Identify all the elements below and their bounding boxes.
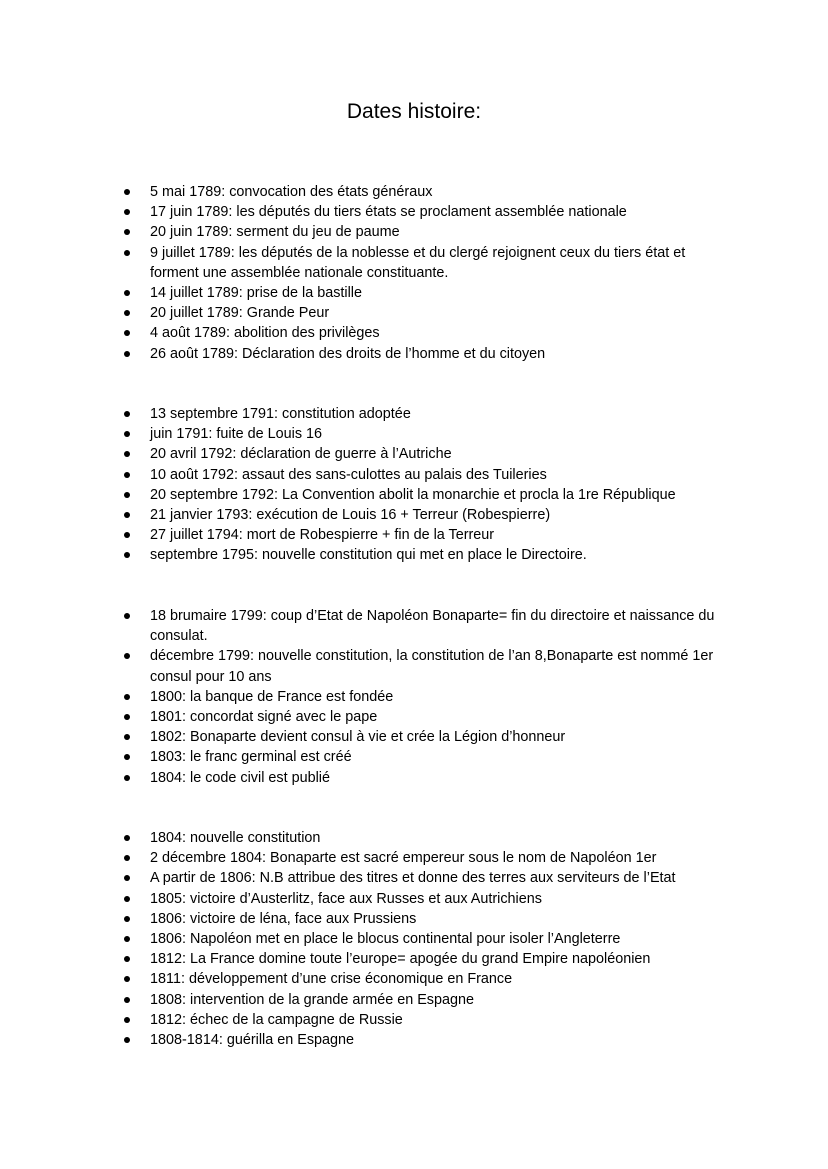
list-item bbox=[0, 889, 828, 909]
bullet-icon bbox=[124, 492, 130, 498]
list-item bbox=[0, 990, 828, 1010]
bullet-icon bbox=[124, 855, 130, 861]
bullet-icon bbox=[124, 209, 130, 215]
list-item-text: 1802: Bonaparte devient consul à vie et crée la Légion d’honneur bbox=[150, 729, 566, 746]
bullet-icon bbox=[124, 1037, 130, 1043]
list-item-text: 1812: échec de la campagne de Russie bbox=[150, 1011, 403, 1028]
list-item-text: 2 décembre 1804: Bonaparte est sacré empereur sous le nom de Napoléon 1er bbox=[150, 850, 657, 867]
list-item bbox=[0, 848, 828, 868]
list-item bbox=[0, 303, 828, 323]
bullet-icon bbox=[124, 229, 130, 235]
list-item-text: 26 août 1789: Déclaration des droits de l’homme et du citoyen bbox=[150, 345, 546, 362]
bullet-icon bbox=[124, 189, 130, 195]
bullet-icon bbox=[124, 613, 130, 619]
list-item bbox=[0, 747, 828, 767]
list-item-text: 1808: intervention de la grande armée en Espagne bbox=[150, 991, 475, 1008]
bullet-icon bbox=[124, 532, 130, 538]
list-item bbox=[0, 344, 828, 364]
list-item-text: 1803: le franc germinal est créé bbox=[150, 749, 352, 766]
bullet-icon bbox=[124, 997, 130, 1003]
list-item-text: 20 juin 1789: serment du jeu de paume bbox=[150, 224, 400, 241]
list-item bbox=[0, 727, 828, 747]
bullet-icon bbox=[124, 552, 130, 558]
bullet-icon bbox=[124, 775, 130, 781]
list-item-text: 27 juillet 1794: mort de Robespierre + fin de la Terreur bbox=[150, 527, 495, 544]
list-item bbox=[0, 283, 828, 303]
list-item-text: 1806: Napoléon met en place le blocus continental pour isoler l’Angleterre bbox=[150, 931, 621, 948]
bullet-icon bbox=[124, 875, 130, 881]
list-item-text: 9 juillet 1789: les députés de la noblesse et du clergé rejoignent ceux du tiers état et forment une assemblée nationale constituante. bbox=[150, 244, 686, 281]
list-item-text: 10 août 1792: assaut des sans-culottes au palais des Tuileries bbox=[150, 466, 547, 483]
list-item-text: 20 avril 1792: déclaration de guerre à l’Autriche bbox=[150, 446, 452, 463]
list-item-text: 5 mai 1789: convocation des états généraux bbox=[150, 184, 433, 200]
list-item-text: 4 août 1789: abolition des privilèges bbox=[150, 325, 380, 342]
timeline-section-consulat bbox=[0, 606, 828, 788]
list-item bbox=[0, 323, 828, 343]
bullet-icon bbox=[124, 1017, 130, 1023]
timeline-section-revolution-1789 bbox=[0, 182, 828, 364]
list-item bbox=[0, 1010, 828, 1030]
list-item bbox=[0, 929, 828, 949]
list-item-text: 20 juillet 1789: Grande Peur bbox=[150, 305, 330, 322]
list-item-text: 20 septembre 1792: La Convention abolit la monarchie et procla la 1re République bbox=[150, 486, 676, 503]
bullet-icon bbox=[124, 976, 130, 982]
bullet-icon bbox=[124, 936, 130, 942]
list-item bbox=[0, 909, 828, 929]
list-item bbox=[0, 465, 828, 485]
bullet-icon bbox=[124, 451, 130, 457]
list-item bbox=[0, 404, 828, 424]
list-item bbox=[0, 243, 828, 283]
list-item-text: 1811: développement d’une crise économique en France bbox=[150, 971, 513, 988]
list-item-text: 13 septembre 1791: constitution adoptée bbox=[150, 406, 411, 422]
list-item-text: 1804: nouvelle constitution bbox=[150, 830, 321, 846]
list-item-text: 1812: La France domine toute l’europe= apogée du grand Empire napoléonien bbox=[150, 951, 651, 968]
list-item-text: A partir de 1806: N.B attribue des titres et donne des terres aux serviteurs de l’Etat bbox=[150, 870, 676, 887]
list-item-text: 21 janvier 1793: exécution de Louis 16 + Terreur (Robespierre) bbox=[150, 507, 551, 524]
bullet-icon bbox=[124, 714, 130, 720]
list-item-text: 18 brumaire 1799: coup d’Etat de Napoléon Bonaparte= fin du directoire et naissance du consulat. bbox=[150, 608, 715, 645]
bullet-icon bbox=[124, 472, 130, 478]
list-item bbox=[0, 202, 828, 222]
list-item bbox=[0, 424, 828, 444]
list-item bbox=[0, 1030, 828, 1050]
list-item bbox=[0, 949, 828, 969]
list-item-text: 1800: la banque de France est fondée bbox=[150, 688, 394, 705]
list-item-text: 1805: victoire d’Austerlitz, face aux Russes et aux Autrichiens bbox=[150, 890, 542, 907]
bullet-icon bbox=[124, 351, 130, 357]
bullet-icon bbox=[124, 290, 130, 296]
bullet-icon bbox=[124, 694, 130, 700]
list-item bbox=[0, 828, 828, 848]
bullet-icon bbox=[124, 956, 130, 962]
list-item bbox=[0, 222, 828, 242]
timeline-section-revolution-1791 bbox=[0, 404, 828, 566]
bullet-icon bbox=[124, 653, 130, 659]
list-item-text: 1801: concordat signé avec le pape bbox=[150, 709, 378, 726]
list-item bbox=[0, 505, 828, 525]
bullet-icon bbox=[124, 896, 130, 902]
bullet-icon bbox=[124, 411, 130, 417]
list-item bbox=[0, 707, 828, 727]
list-item-text: juin 1791: fuite de Louis 16 bbox=[150, 426, 323, 443]
list-item bbox=[0, 545, 828, 565]
page-title: Dates histoire: bbox=[346, 100, 482, 123]
timeline-section-empire bbox=[0, 828, 828, 1050]
list-item bbox=[0, 868, 828, 888]
bullet-icon bbox=[124, 754, 130, 760]
bullet-icon bbox=[124, 835, 130, 841]
list-item bbox=[0, 606, 828, 646]
list-item bbox=[0, 485, 828, 505]
bullet-icon bbox=[124, 512, 130, 518]
list-item-text: 1808-1814: guérilla en Espagne bbox=[150, 1032, 355, 1049]
list-item-text: 14 juillet 1789: prise de la bastille bbox=[150, 285, 362, 302]
list-item-text: septembre 1795: nouvelle constitution qui met en place le Directoire. bbox=[150, 547, 587, 564]
bullet-icon bbox=[124, 330, 130, 336]
list-item-text: 1806: victoire de léna, face aux Prussiens bbox=[150, 910, 417, 927]
bullet-icon bbox=[124, 310, 130, 316]
bullet-icon bbox=[124, 916, 130, 922]
list-item bbox=[0, 687, 828, 707]
list-item-text: décembre 1799: nouvelle constitution, la constitution de l’an 8,Bonaparte est nommé 1er consul pour 10 ans bbox=[150, 648, 714, 685]
bullet-icon bbox=[124, 250, 130, 256]
list-item-text: 1804: le code civil est publié bbox=[150, 769, 330, 786]
list-item bbox=[0, 768, 828, 788]
bullet-icon bbox=[124, 734, 130, 740]
list-item-text: 17 juin 1789: les députés du tiers états se proclament assemblée nationale bbox=[150, 204, 627, 221]
list-item bbox=[0, 182, 828, 202]
list-item bbox=[0, 969, 828, 989]
list-item bbox=[0, 646, 828, 686]
list-item bbox=[0, 444, 828, 464]
list-item bbox=[0, 525, 828, 545]
bullet-icon bbox=[124, 431, 130, 437]
